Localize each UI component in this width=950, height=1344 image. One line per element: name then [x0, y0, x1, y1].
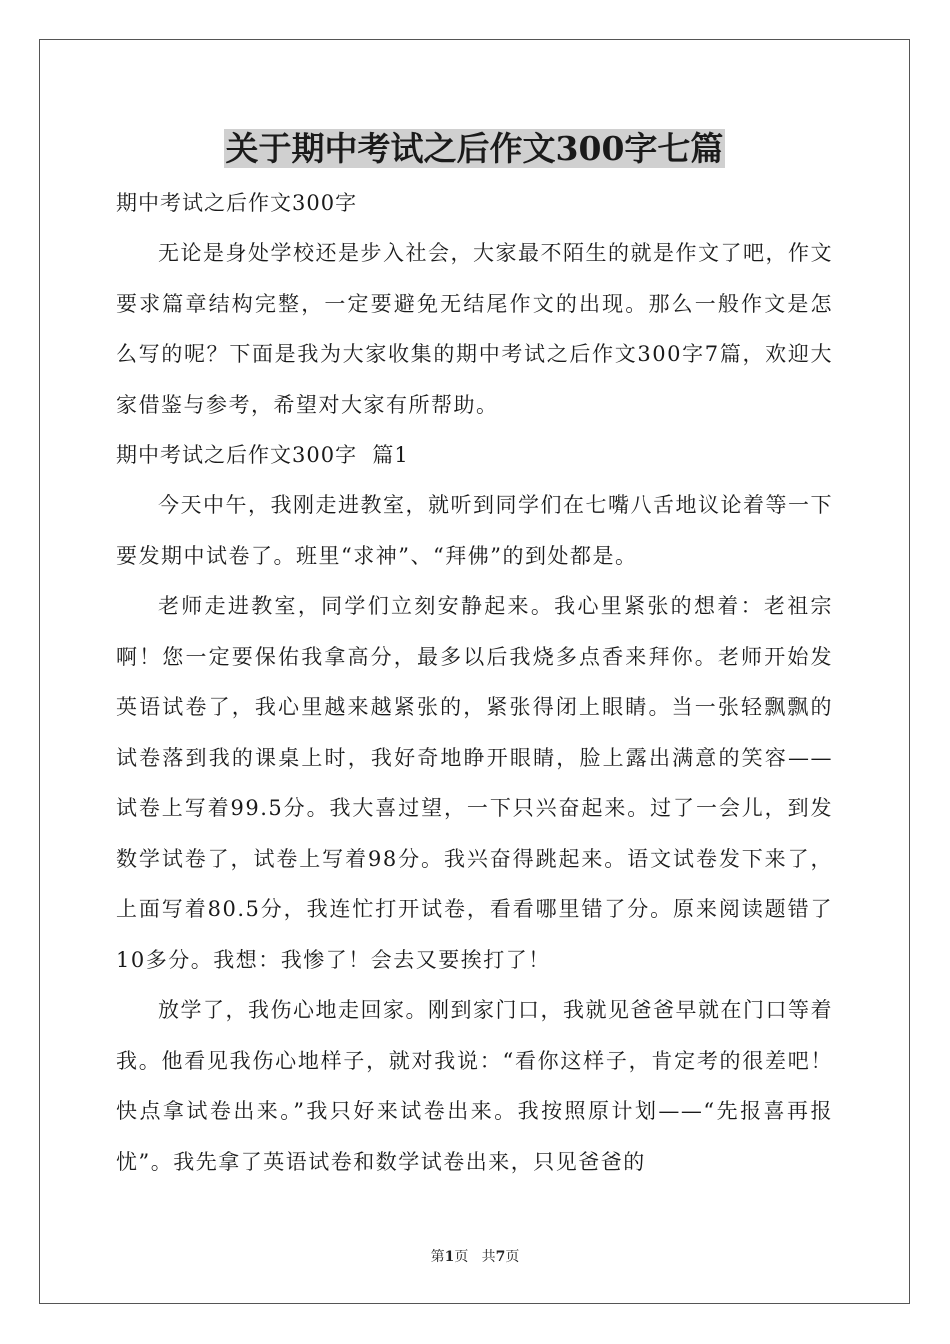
body-paragraph-3: 放学了，我伤心地走回家。刚到家门口，我就见爸爸早就在门口等着我。他看见我伤心地样子，就对我说：“看你这样子，肯定考的很差吧！快点拿试卷出来。”我只好来试卷出来。我按照原计划——“先报喜再报忧”。我先拿了英语试卷和数学试卷出来，只见爸爸的 — [116, 998, 833, 1174]
body-paragraph-2: 老师走进教室，同学们立刻安静起来。我心里紧张的想着：老祖宗啊！您一定要保佑我拿高分，最多以后我烧多点香来拜你。老师开始发英语试卷了，我心里越来越紧张的，紧张得闭上眼睛。当一张轻飘飘的试卷落到我的课桌上时，我好奇地睁开眼睛，脸上露出满意的笑容——试卷上写着99.5分。我大喜过望，一下只兴奋起来。过了一会儿，到发数学试卷了，试卷上写着98分。我兴奋得跳起来。语文试卷发下来了，上面写着80.5分，我连忙打开试卷，看看哪里错了分。原来阅读题错了10多分。我想：我惨了！会去又要挨打了！ — [116, 594, 833, 972]
body-paragraph-1: 今天中午，我刚走进教室，就听到同学们在七嘴八舌地议论着等一下要发期中试卷了。班里“求神”、“拜佛”的到处都是。 — [116, 493, 833, 568]
total-prefix: 共 — [481, 1249, 496, 1265]
document-subtitle: 期中考试之后作文300字 — [116, 191, 358, 215]
document-title — [116, 126, 833, 172]
page-number: 1 — [444, 1249, 455, 1265]
intro-paragraph: 无论是身处学校还是步入社会，大家最不陌生的就是作文了吧，作文要求篇章结构完整，一定要避免无结尾作文的出现。那么一般作文是怎么写的呢？下面是我为大家收集的期中考试之后作文300字7篇，欢迎大家借鉴与参考，希望对大家有所帮助。 — [116, 241, 833, 417]
page-suffix: 页 — [454, 1249, 469, 1265]
page-prefix: 第 — [430, 1249, 445, 1265]
document-title-text: 关于期中考试之后作文300字七篇 — [225, 129, 724, 168]
total-pages: 7 — [495, 1249, 506, 1265]
section-heading: 期中考试之后作文300字 篇1 — [116, 443, 409, 467]
document-body — [116, 126, 833, 1187]
total-suffix: 页 — [505, 1249, 520, 1265]
page-footer — [0, 1248, 950, 1266]
